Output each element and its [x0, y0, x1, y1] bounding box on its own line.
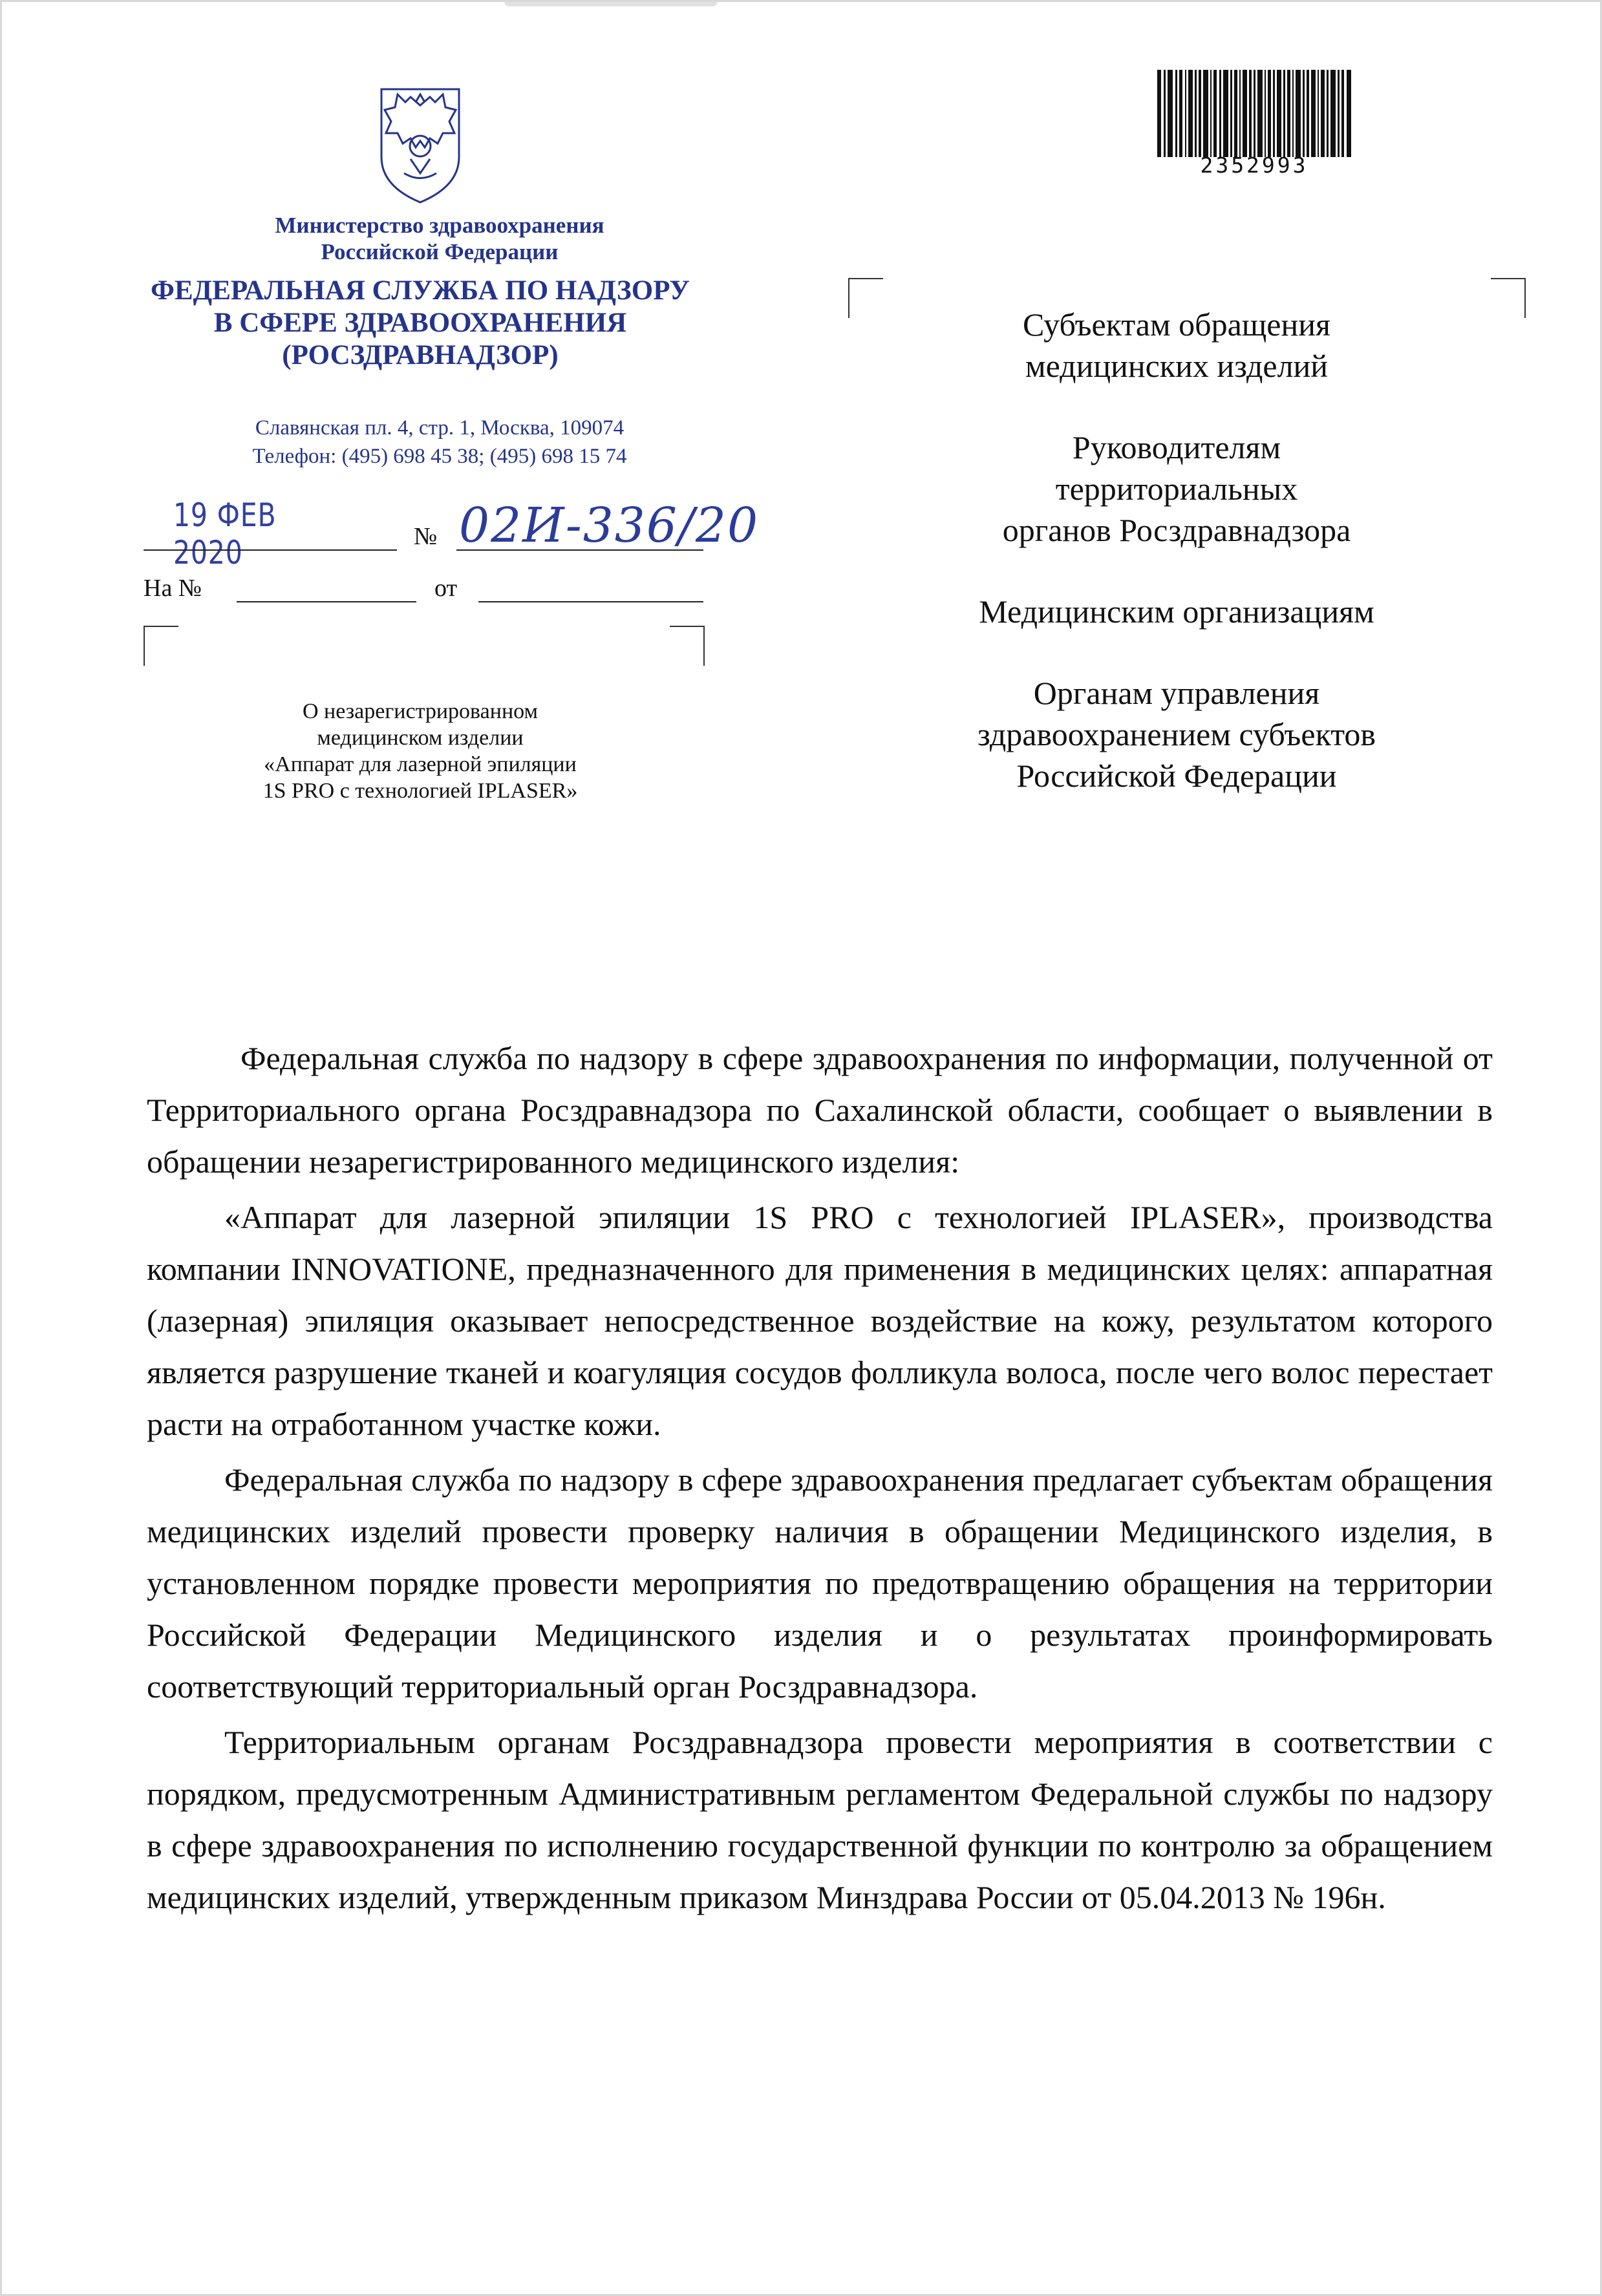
bracket-top-left	[144, 626, 178, 666]
addressee	[899, 304, 1455, 387]
subject-line: 1S PRO с технологией IPLASER»	[262, 779, 578, 803]
handwritten-reg-number: 02И-336/20	[459, 498, 760, 553]
addressee-line: Органам управления	[1033, 675, 1320, 711]
scan-smudge	[504, 0, 718, 6]
barcode-number: 2352993	[1200, 153, 1308, 178]
addressee-line: территориальных	[1055, 471, 1298, 507]
ministry-name	[194, 212, 685, 265]
ministry-line: Министерство здравоохранения	[275, 213, 604, 238]
addressee-block	[899, 304, 1455, 836]
addressee	[899, 672, 1455, 796]
reply-to-label: На №	[144, 575, 202, 602]
reply-date-label: от	[434, 575, 458, 602]
date-stamp: 19 ФЕВ 2020	[173, 496, 277, 571]
letter-body	[147, 1032, 1493, 1927]
addressee-line: органов Росздравнадзора	[1002, 512, 1351, 548]
addressee-line: здравоохранением субъектов	[977, 716, 1376, 752]
bracket-top-left	[848, 278, 883, 318]
ministry-line: Российской Федерации	[321, 239, 559, 264]
subject-line: «Аппарат для лазерной эпиляции	[264, 752, 577, 776]
addressee-line: медицинских изделий	[1025, 348, 1329, 384]
contact-block	[162, 414, 718, 471]
addressee	[899, 591, 1455, 632]
coat-of-arms-icon	[365, 76, 475, 206]
addressee-line: Руководителям	[1072, 429, 1281, 465]
addressee-line: Медицинским организациям	[979, 593, 1374, 630]
date-underline	[144, 549, 397, 551]
addressee-line: Субъектам обращения	[1023, 306, 1330, 343]
number-underline	[456, 549, 703, 551]
service-name	[129, 275, 711, 372]
phone: Телефон: (495) 698 45 38; (495) 698 15 74	[252, 445, 627, 468]
reply-date-underline	[478, 601, 703, 602]
service-line: В СФЕРЕ ЗДРАВООХРАНЕНИЯ	[213, 308, 627, 338]
subject-line: О незарегистрированном	[302, 699, 539, 723]
reply-to-underline	[237, 601, 416, 602]
service-line: ФЕДЕРАЛЬНАЯ СЛУЖБА ПО НАДЗОРУ	[151, 275, 690, 306]
body-paragraph: Федеральная служба по надзору в сфере здравоохранения предлагает субъектам обращения медицинских изделий провести проверку наличия в обращении Медицинского изделия, в установленном порядке провести мероприятия по предотвращению обращения на территории Российской Федерации Медицинского изделия и о результатах проинформировать соответствующий территориальный орган Росздравнадзора.	[147, 1462, 1493, 1705]
bracket-top-right	[670, 626, 705, 666]
addressee-line: Российской Федерации	[1016, 758, 1337, 794]
subject-block	[194, 698, 646, 804]
body-paragraph: «Аппарат для лазерной эпиляции 1S PRO с технологией IPLASER», производства компании INNOVATIONE, предназначенного для применения в медицинских целях: аппаратная (лазерная) эпиляция оказывает непосредственное воздействие на кожу, результатом которого является разрушение тканей и коагуляция сосудов фолликула волоса, после чего волос перестает расти на отработанном участке кожи.	[147, 1199, 1493, 1442]
addressee	[899, 427, 1455, 551]
number-sign: №	[414, 523, 438, 550]
subject-line: медицинском изделии	[317, 726, 524, 750]
body-paragraph: Территориальным органам Росздравнадзора провести мероприятия в соответствии с порядком, предусмотренным Административным регламентом Федеральной службы по надзору в сфере здравоохранения по исполнению государственной функции по контролю за обращением медицинских изделий, утвержденным приказом Минздрава России от 05.04.2013 № 196н.	[147, 1724, 1493, 1915]
address: Славянская пл. 4, стр. 1, Москва, 109074	[255, 416, 625, 440]
barcode-icon	[1157, 70, 1351, 157]
service-line: (РОСЗДРАВНАДЗОР)	[282, 340, 559, 370]
body-paragraph: Федеральная служба по надзору в сфере здравоохранения по информации, полученной от Территориального органа Росздравнадзора по Сахалинской области, сообщает о выявлении в обращении незарегистрированного медицинского изделия:	[147, 1040, 1493, 1180]
bracket-top-right	[1491, 278, 1526, 318]
